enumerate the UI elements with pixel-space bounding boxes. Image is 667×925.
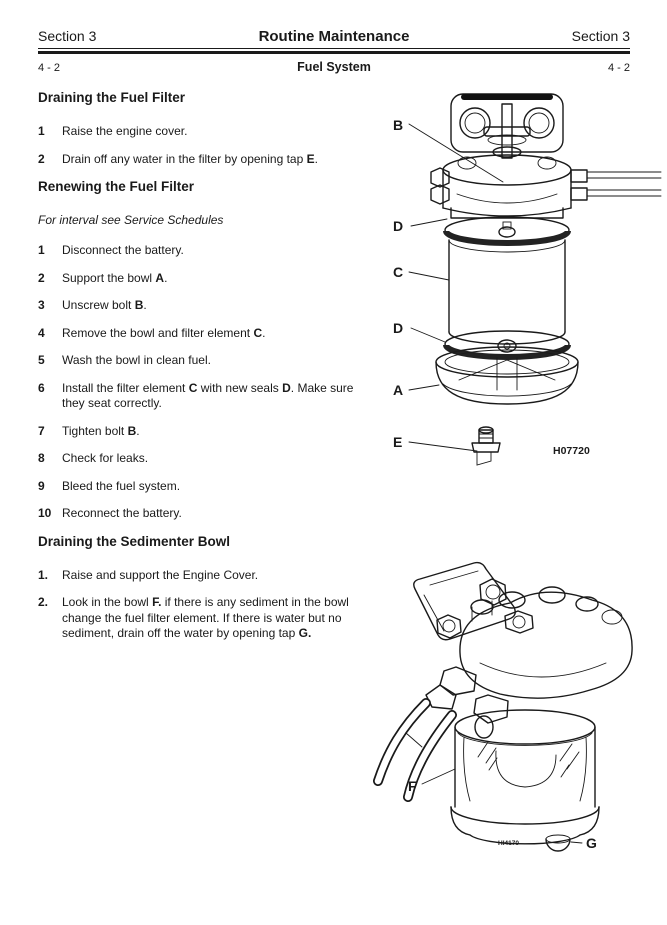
step-number: 7: [38, 423, 45, 438]
step: [38, 271, 368, 287]
step-text-segment: Check for leaks.: [62, 451, 149, 465]
step-text-segment: . Make sure they seat correctly.: [62, 380, 354, 410]
page-number-right: 4 - 2: [607, 62, 630, 74]
header-rule-thick: [38, 51, 630, 54]
step-text-segment: Install the filter element: [62, 380, 189, 395]
header-subtitle: Fuel System: [297, 60, 371, 74]
sedimenter-figure: [360, 555, 667, 865]
step-text-segment: G.: [298, 626, 312, 640]
section-draining-sedimenter-bowl: [38, 534, 368, 642]
step-text-segment: D: [282, 380, 291, 395]
step-text: [62, 506, 368, 522]
text-column: [38, 90, 368, 654]
step-text-segment: if there is any sediment in the bowl change the fuel filter element. If there is water but no sediment, drain off the water by opening tap: [62, 595, 349, 640]
callout-G: G: [586, 835, 597, 851]
step-number: 1.: [38, 567, 49, 582]
hose-fittings-drawing: [378, 667, 508, 797]
step-text-segment: with new seals: [197, 380, 283, 395]
section-title: Draining the Sedimenter Bowl: [38, 533, 231, 549]
callout-A: A: [393, 382, 404, 398]
step-text: [62, 381, 368, 412]
step-text-segment: Look in the bowl: [62, 595, 153, 609]
step: [38, 381, 368, 412]
step-text-segment: Remove the bowl and filter element: [62, 325, 254, 340]
header-rule-thin: [38, 48, 630, 49]
step: [38, 595, 368, 642]
step-text: [62, 152, 368, 168]
step-text-segment: B: [134, 298, 144, 312]
step-text: [62, 243, 368, 259]
step-text-segment: .: [136, 423, 140, 438]
step-number: 1: [38, 124, 45, 138]
step: [38, 243, 368, 259]
section-draining-fuel-filter: [38, 90, 368, 167]
figure-code-hi4170: HI4170: [498, 840, 519, 847]
step-text-segment: .: [314, 151, 318, 166]
filter-head-drawing: [431, 155, 661, 218]
step-text-segment: Raise the engine cover.: [62, 124, 188, 138]
step-text-segment: F.: [152, 595, 162, 609]
step-number: 10: [38, 506, 52, 520]
step-text-segment: A: [155, 270, 165, 285]
step-number: 3: [38, 298, 45, 312]
step-number: 2.: [38, 595, 49, 609]
header-row-1: [38, 28, 630, 45]
callout-F: F: [408, 778, 417, 794]
step-text-segment: Disconnect the battery.: [62, 243, 184, 257]
callout-E: E: [393, 434, 403, 450]
step-text-segment: B: [127, 423, 137, 438]
step: [38, 506, 368, 522]
header-section-right: Section 3: [571, 28, 630, 44]
step-text: [62, 451, 368, 467]
step: [38, 451, 368, 467]
step-text-segment: .: [143, 298, 147, 312]
upper-seal-drawing: [445, 217, 569, 252]
header-title: Routine Maintenance: [258, 28, 410, 45]
step-text-segment: Reconnect the battery.: [62, 506, 182, 520]
step: [38, 424, 368, 440]
step-number: 2: [38, 270, 45, 285]
interval-note: For interval see Service Schedules: [38, 213, 224, 227]
drain-tap-drawing: [472, 427, 500, 465]
section-title: Renewing the Fuel Filter: [38, 179, 195, 194]
step: [38, 298, 368, 314]
step-text-segment: Raise and support the Engine Cover.: [62, 567, 259, 582]
step-number: 1: [38, 243, 45, 257]
header-section-left: Section 3: [38, 28, 97, 44]
step: [38, 152, 368, 168]
step-text-segment: Bleed the fuel system.: [62, 478, 181, 493]
sedimenter-bowl-drawing: [451, 710, 599, 844]
callout-B: B: [393, 117, 404, 133]
step-number: 6: [38, 380, 45, 395]
page-header: [38, 28, 630, 74]
step: [38, 124, 368, 140]
callout-leaders: [422, 769, 582, 843]
header-row-2: [38, 60, 630, 74]
step-text-segment: Wash the bowl in clean fuel.: [62, 353, 211, 367]
step-text-segment: Support the bowl: [62, 270, 156, 285]
step-number: 8: [38, 451, 45, 465]
filter-bracket-drawing: [451, 94, 563, 152]
step-text: [62, 298, 368, 314]
step-text: [62, 353, 368, 369]
callout-C: C: [393, 264, 404, 280]
step-text-segment: C: [253, 325, 263, 340]
step-text-segment: Unscrew bolt: [62, 298, 135, 312]
step-number: 5: [38, 353, 45, 367]
filter-bolt-drawing: [484, 104, 530, 158]
step: [38, 326, 368, 342]
step-text-segment: E: [306, 151, 315, 166]
step-text-segment: C: [188, 380, 198, 395]
fuel-filter-figure: [385, 90, 667, 470]
step: [38, 568, 368, 584]
step-text: [62, 124, 368, 140]
figure-code-h07720: H07720: [553, 445, 590, 457]
section-renewing-fuel-filter: [38, 179, 368, 522]
step-text-segment: Drain off any water in the filter by opening tap: [62, 151, 307, 166]
step-text-segment: Tighten bolt: [62, 423, 128, 438]
step-text: [62, 271, 368, 287]
sedimenter-head-drawing: [460, 587, 632, 698]
step-number: 2: [38, 151, 45, 166]
callout-D-upper: D: [393, 218, 404, 234]
callout-leaders: [409, 124, 503, 451]
page-number-left: 4 - 2: [38, 62, 61, 74]
step-text: [62, 424, 368, 440]
step-number: 4: [38, 325, 45, 340]
step: [38, 479, 368, 495]
step-text-segment: .: [262, 325, 266, 340]
step: [38, 353, 368, 369]
step-text-segment: .: [164, 270, 168, 285]
step-text: [62, 595, 368, 642]
step-text: [62, 326, 368, 342]
callout-D-lower: D: [393, 320, 404, 336]
filter-element-drawing: [449, 240, 565, 344]
sedimenter-bracket-drawing: [414, 563, 515, 640]
step-text: [62, 568, 368, 584]
step-text: [62, 479, 368, 495]
section-title: Draining the Fuel Filter: [38, 90, 186, 105]
step-number: 9: [38, 478, 45, 493]
